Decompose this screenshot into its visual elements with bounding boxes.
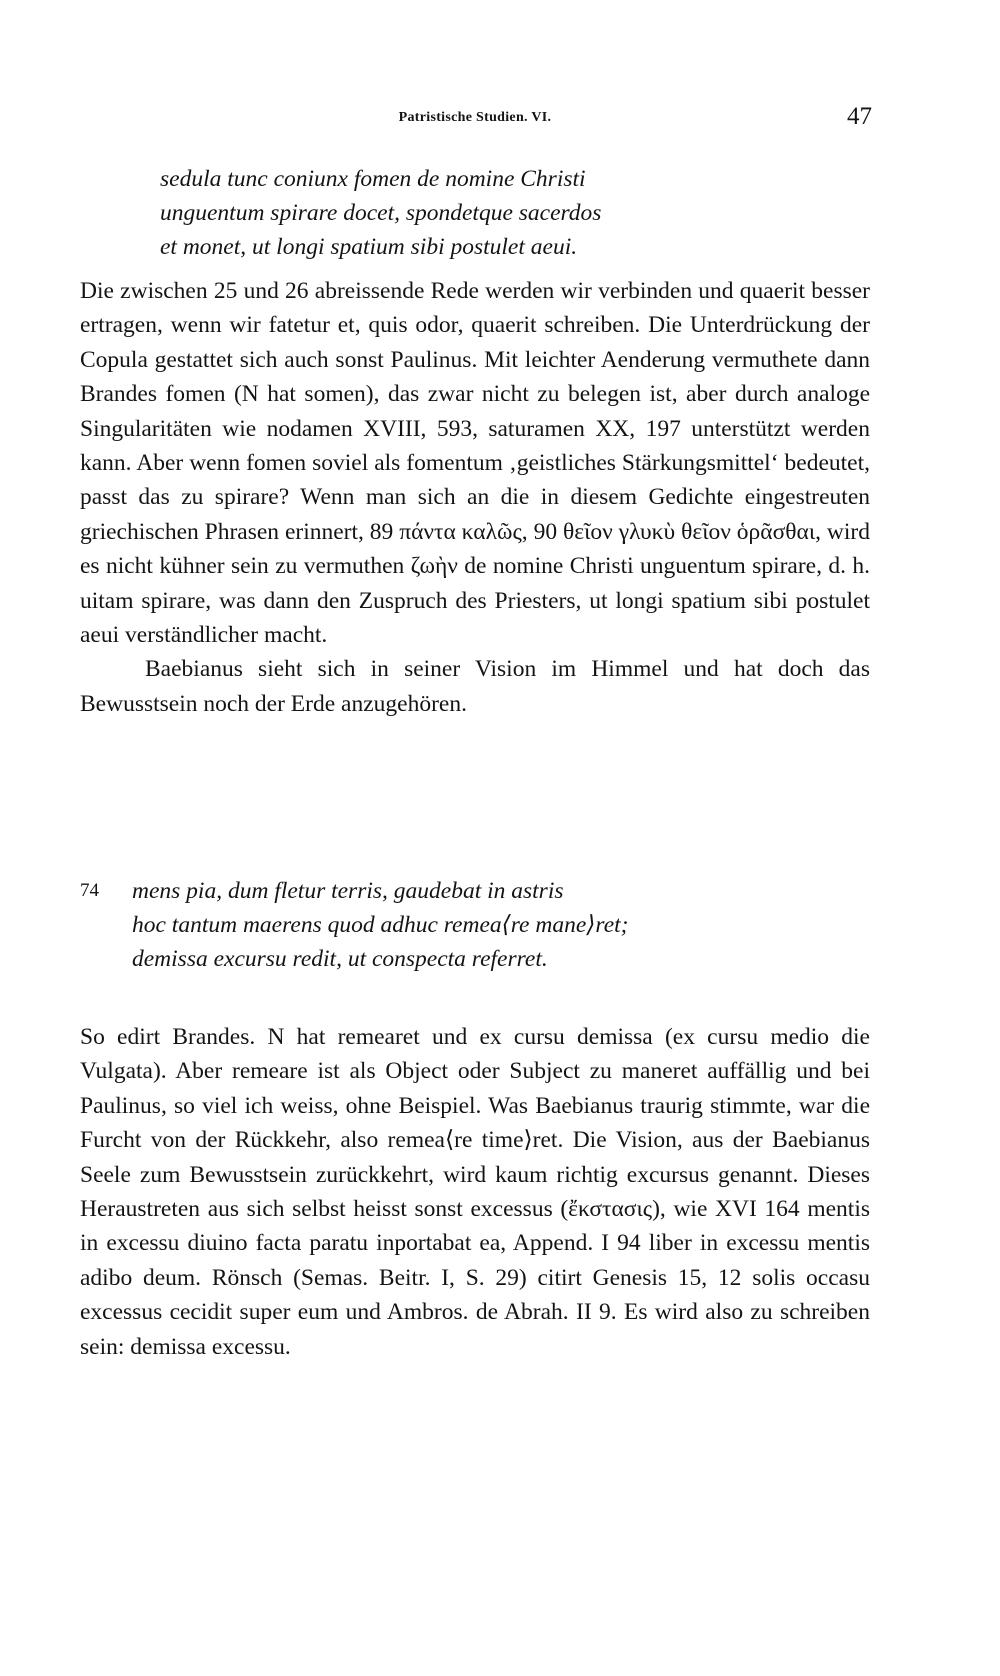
verse-number: 74 xyxy=(80,880,99,901)
verse-line: sedula tunc coniunx fomen de nomine Christi xyxy=(160,166,586,192)
verse-block-top xyxy=(160,162,601,264)
paragraph-3: So edirt Brandes. N hat remearet und ex cursu demissa (ex cursu medio die Vulgata). Aber remeare ist als Object oder Subject zu maneret auffällig und bei Paulinus, so viel ich weiss, ohne Beispiel. Was Baebianus traurig stimmte, war die Furcht von der Rückkehr, also remea⟨re time⟩ret. Die Vision, aus der Baebianus Seele zum Bewusstsein zurückkehrt, wird kaum richtig excursus genannt. Dieses Heraustreten aus sich selbst heisst sonst excessus (ἔκστασις), wie XVI 164 mentis in excessu diuino facta paratu inportabat ea, Append. I 94 liber in excessu mentis adibo deum. Rönsch (Semas. Beitr. I, S. 29) citirt Genesis 15, 12 solis occasu excessus cecidit super eum und Ambros. de Abrah. II 9. Es wird also zu schreiben sein: demissa excessu. xyxy=(80,1024,870,1360)
paragraph-1: Die zwischen 25 und 26 abreissende Rede werden wir verbinden und quaerit besser ertragen, wenn wir fatetur et, quis odor, quaerit schreiben. Die Unterdrückung der Copula gestattet sich auch sonst Paulinus. Mit leichter Aenderung vermuthete dann Brandes fomen (N hat somen), das zwar nicht zu belegen ist, aber durch analoge Singularitäten wie nodamen XVIII, 593, saturamen XX, 197 unterstützt werden kann. Aber wenn fomen soviel als fomentum ‚geistliches Stärkungsmittel‘ bedeutet, passt das zu spirare? Wenn man sich an die in diesem Gedichte eingestreuten griechischen Phrasen erinnert, 89 πάντα καλῶς, 90 θεῖον γλυκὺ θεῖον ὁρᾶσθαι, wird es nicht kühner sein zu vermuthen ζωὴν de nomine Christi unguentum spirare, d. h. uitam spirare, was dann den Zuspruch des Priesters, ut longi spatium sibi postulet aeui verständlicher macht. xyxy=(80,278,870,649)
paragraph-3-block xyxy=(80,1020,870,1364)
verse-line: hoc tantum maerens quod adhuc remea⟨re mane⟩ret; xyxy=(132,912,629,938)
verse-line: demissa excursu redit, ut conspecta referret. xyxy=(132,946,548,972)
verse-line: mens pia, dum fletur terris, gaudebat in astris xyxy=(132,878,564,904)
verse-line: unguentum spirare docet, spondetque sacerdos xyxy=(160,200,602,226)
verse-line: et monet, ut longi spatium sibi postulet aeui. xyxy=(160,234,578,260)
paragraph-1-block xyxy=(80,274,870,721)
running-title: Patristische Studien. VI. xyxy=(398,110,552,125)
paragraph-2: Baebianus sieht sich in seiner Vision im Himmel und hat doch das Bewusstsein noch der Erde anzugehören. xyxy=(80,656,870,717)
page-number: 47 xyxy=(847,103,872,130)
